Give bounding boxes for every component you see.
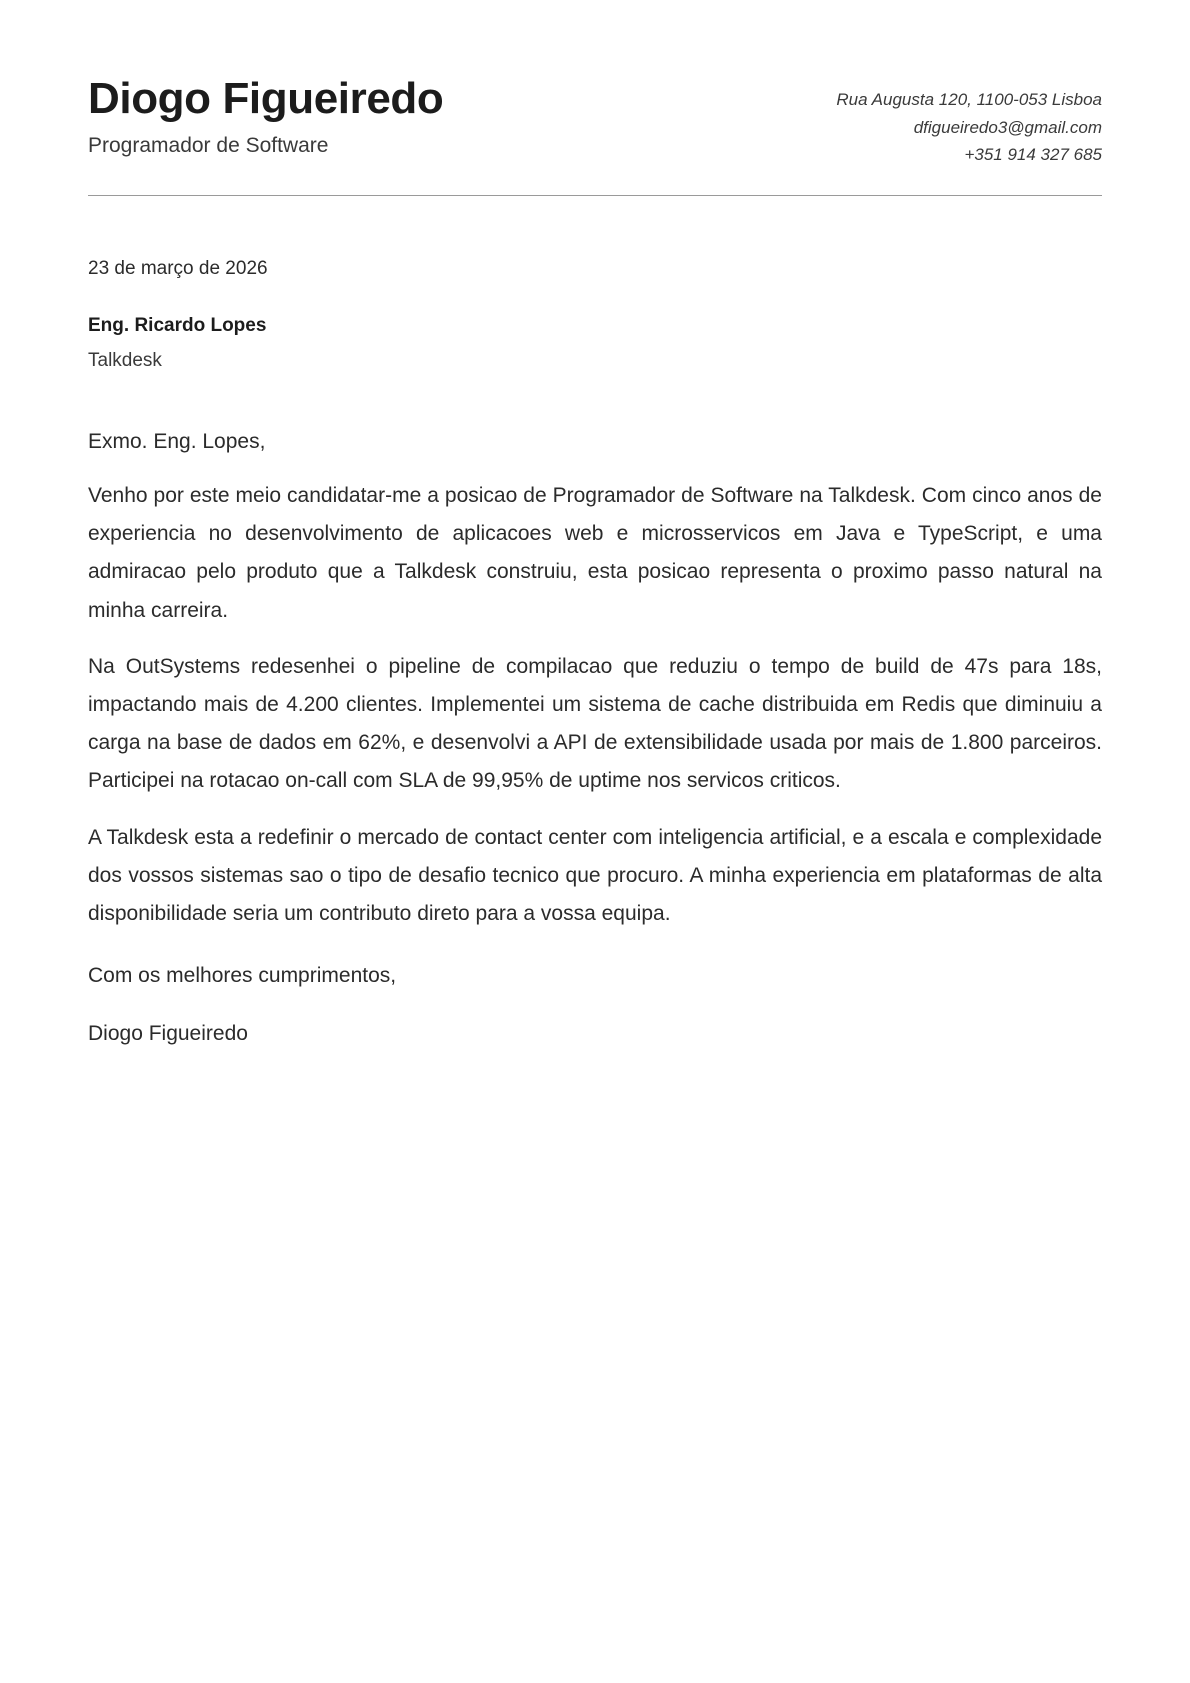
applicant-job-title: Programador de Software [88, 134, 329, 158]
letter-meta [88, 256, 1102, 375]
header-divider [88, 195, 1102, 196]
contact-email[interactable]: dfigueiredo3@gmail.com [913, 117, 1102, 137]
recipient-name: Eng. Ricardo Lopes [88, 315, 267, 337]
letter-date: 23 de março de 2026 [88, 257, 268, 279]
letter-body [88, 426, 1102, 1050]
closing-salutation: Com os melhores cumprimentos, [88, 964, 397, 988]
letter-header [88, 72, 1102, 169]
recipient-company: Talkdesk [88, 349, 162, 371]
signature-name: Diogo Figueiredo [88, 1021, 248, 1045]
body-paragraph-1: Venho por este meio candidatar-me a posicao de Programador de Software na Talkdesk. Com cinco anos de experiencia no desenvolvimento de aplicacoes web e microsservicos em Java e TypeScript, e uma admiracao pelo produto que a Talkdesk construiu, esta posicao representa o proximo passo natural na minha carreira. [88, 483, 1102, 622]
salutation: Exmo. Eng. Lopes, [88, 430, 266, 454]
contact-phone[interactable]: +351 914 327 685 [964, 145, 1102, 165]
identity-block [88, 72, 443, 160]
body-paragraph-3: A Talkdesk esta a redefinir o mercado de contact center com inteligencia artificial, e a escala e complexidade dos vossos sistemas sao o tipo de desafio tecnico que procuro. A minha experiencia em plataformas de alta disponibilidade seria um contributo direto para a vossa equipa. [88, 825, 1102, 926]
contact-address: Rua Augusta 120, 1100-053 Lisboa [836, 90, 1102, 109]
contact-block [836, 72, 1102, 169]
applicant-name: Diogo Figueiredo [88, 74, 444, 123]
body-paragraph-2: Na OutSystems redesenhei o pipeline de compilacao que reduziu o tempo de build de 47s para 18s, impactando mais de 4.200 clientes. Implementei um sistema de cache distribuida em Redis que diminuiu a carga na base de dados em 62%, e desenvolvi a API de extensibilidade usada por mais de 1.800 parceiros. Participei na rotacao on-call com SLA de 99,95% de uptime nos servicos criticos. [88, 654, 1102, 793]
recipient-block [88, 313, 1102, 374]
